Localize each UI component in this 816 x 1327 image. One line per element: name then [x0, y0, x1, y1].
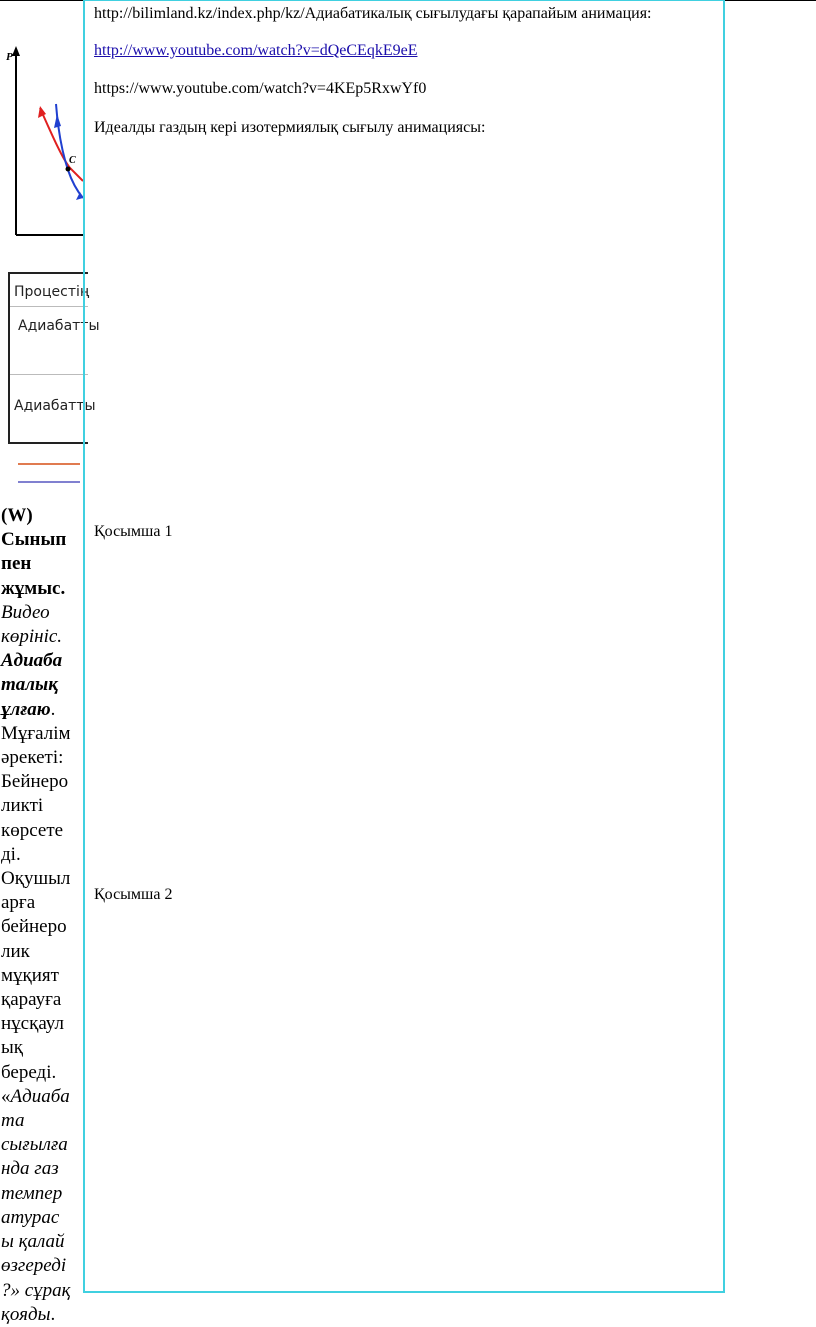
youtube-link-1[interactable]: http://www.youtube.com/watch?v=dQeCEqkE9eE — [94, 42, 418, 59]
question-text: та — [1, 1110, 25, 1132]
table-row-2: Адиабатты — [14, 398, 96, 414]
isothermal-animation-caption: Идеалды газдың кері изотермиялық сығылу анимациясы: — [94, 119, 486, 136]
question-text: ы қалай — [1, 1231, 65, 1253]
table-header: Процестің — [14, 284, 90, 300]
body-text: Бейнеро — [1, 771, 69, 793]
body-text: мұқият — [1, 964, 59, 986]
question-text: нда газ — [1, 1158, 59, 1180]
body-text: ликті — [1, 795, 44, 817]
title-line: Сынып — [1, 529, 67, 551]
body-text: арға — [1, 892, 36, 914]
question-text: өзгереді — [1, 1255, 67, 1277]
body-text: бейнеро — [1, 916, 67, 938]
point-c-label: C — [69, 155, 76, 166]
appendix-1-label: Қосымша 1 — [94, 523, 173, 540]
blue-curve-arrow — [54, 114, 61, 128]
blue-curve-arrow-bottom — [76, 192, 83, 200]
body-text: ді. — [1, 843, 21, 865]
table-divider — [10, 374, 88, 375]
legend-line-orange — [18, 463, 80, 465]
period: . — [50, 1303, 56, 1325]
title-line: жұмыс. — [1, 577, 66, 599]
p-axis-label: P — [6, 51, 13, 63]
body-text: Мұғалім — [1, 722, 71, 744]
question-text: қояды — [1, 1303, 51, 1325]
quote-mark: « — [1, 1085, 11, 1107]
body-text: қарауға — [1, 989, 62, 1011]
body-text: нұсқаул — [1, 1013, 64, 1035]
italic-text: Видео — [1, 601, 50, 623]
title-line: пен — [1, 553, 32, 575]
activity-description — [1, 504, 83, 1327]
body-text: көрсете — [1, 819, 64, 841]
body-text: береді. — [1, 1061, 57, 1083]
point-c — [66, 167, 71, 172]
process-table-fragment — [8, 272, 100, 444]
resources-cell — [83, 0, 725, 1293]
bold-italic-text: ұлғаю — [1, 698, 51, 720]
body-text: Оқушыл — [1, 868, 71, 890]
body-text: әрекеті: — [1, 747, 64, 769]
bold-italic-text: талық — [1, 674, 58, 696]
p-axis-arrow — [12, 46, 20, 56]
body-text: ық — [1, 1037, 23, 1059]
legend-line-purple — [18, 481, 80, 483]
left-column — [0, 0, 100, 1325]
appendix-2-label: Қосымша 2 — [94, 886, 173, 903]
body-text: лик — [1, 940, 30, 962]
question-text: атурас — [1, 1206, 60, 1228]
bold-italic-text: Адиаба — [1, 650, 63, 672]
pv-diagram-fragment — [0, 40, 83, 240]
table-divider — [10, 306, 88, 307]
question-text: ?» — [1, 1279, 20, 1301]
question-text: сұрақ — [20, 1279, 71, 1301]
table-row-1: Адиабатты — [18, 318, 100, 334]
question-text: Адиаба — [10, 1085, 70, 1107]
red-curve-arrow — [38, 106, 46, 118]
title-w: (W) — [1, 505, 33, 526]
youtube-url-2: https://www.youtube.com/watch?v=4KEp5RxwYf0 — [94, 80, 427, 97]
bilimland-url: http://bilimland.kz/index.php/kz/Адиабатикалық сығылудағы қарапайым анимация: — [94, 5, 652, 22]
period: . — [50, 698, 56, 720]
question-text: сығылға — [1, 1134, 68, 1156]
question-text: темпер — [1, 1182, 63, 1204]
italic-text: көрініс. — [1, 626, 63, 648]
